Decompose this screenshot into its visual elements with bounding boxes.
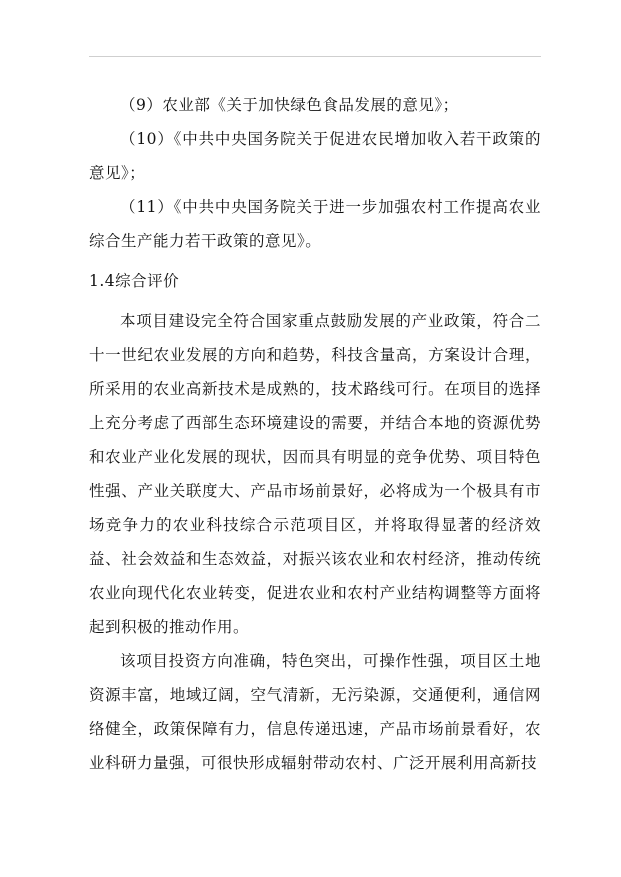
page-header-rule — [89, 56, 541, 57]
evaluation-paragraph-1: 本项目建设完全符合国家重点鼓励发展的产业政策，符合二十一世纪农业发展的方向和趋势，科技含量高，方案设计合理，所采用的农业高新技术是成熟的，技术路线可行。在项目的选择上充分考虑了西部生态环境建设的需要，并结合本地的资源优势和农业产业化发展的现状，因而具有明显的竞争优势、项目特色性强、产业关联度大、产品市场前景好，必将成为一个极具有市场竞争力的农业科技综合示范项目区，并将取得显著的经济效益、社会效益和生态效益，对振兴该农业和农村经济，推动传统农业向现代化农业转变，促进农业和农村产业结构调整等方面将起到积极的推动作用。 — [89, 312, 541, 636]
document-body — [89, 88, 541, 780]
evaluation-paragraph-2: 该项目投资方向准确，特色突出，可操作性强，项目区土地资源丰富，地域辽阔，空气清新，无污染源，交通便利，通信网络健全，政策保障有力，信息传递迅速，产品市场前景看好，农业科研力量强，可很快形成辐射带动农村、广泛开展利用高新技 — [89, 652, 541, 772]
section-heading: 1.4综合评价 — [89, 272, 180, 290]
reference-item-9: （9）农业部《关于加快绿色食品发展的意见》； — [120, 96, 459, 114]
reference-item-10: （10）《中共中央国务院关于促进农民增加收入若干政策的意见》； — [89, 130, 541, 182]
reference-item-11: （11）《中共中央国务院关于进一步加强农村工作提高农业综合生产能力若干政策的意见》。 — [89, 198, 541, 250]
